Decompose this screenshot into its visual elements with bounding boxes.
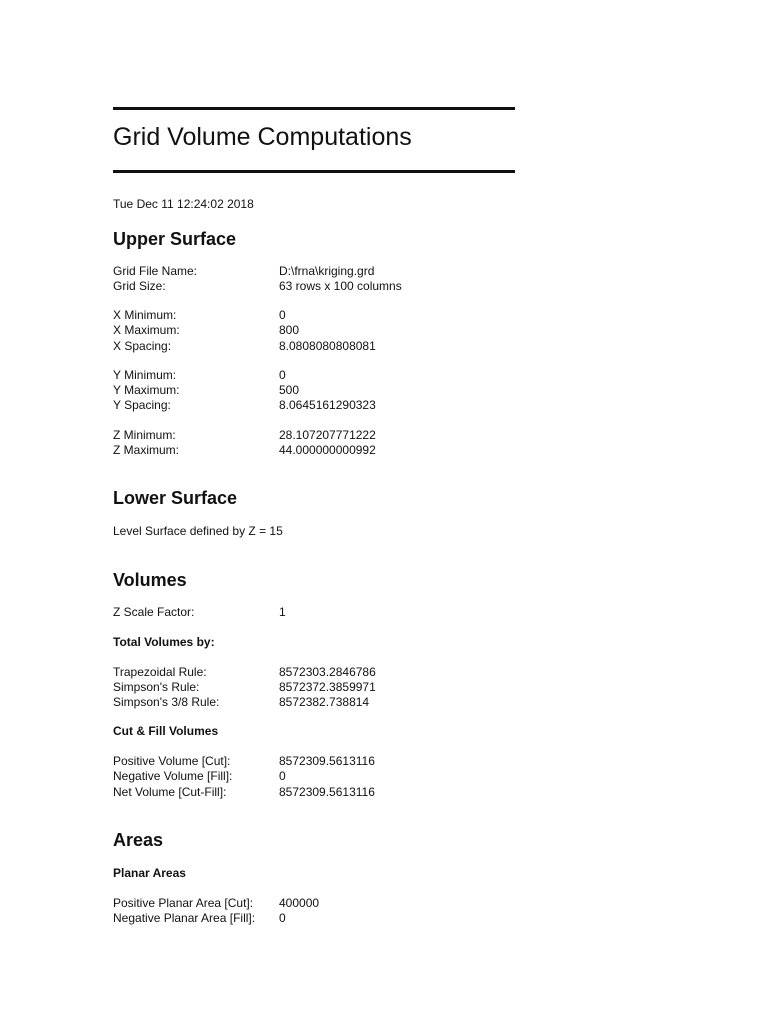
y-spacing-label: Y Spacing: (113, 398, 171, 412)
grid-size-label: Grid Size: (113, 279, 166, 293)
grid-file-name-row (113, 264, 733, 279)
x-minimum-label: X Minimum: (113, 308, 177, 322)
y-minimum-value: 0 (279, 368, 286, 382)
upper-surface-heading: Upper Surface (113, 229, 237, 249)
y-minimum-row (113, 368, 733, 383)
volumes-heading: Volumes (113, 570, 187, 590)
simpsons-38-rule-row (113, 695, 733, 710)
positive-volume-label: Positive Volume [Cut]: (113, 754, 231, 768)
net-volume-row (113, 785, 733, 800)
positive-planar-area-label: Positive Planar Area [Cut]: (113, 896, 254, 910)
net-volume-value: 8572309.5613116 (279, 785, 375, 799)
title-rule-bottom (113, 170, 515, 173)
negative-volume-label: Negative Volume [Fill]: (113, 769, 233, 783)
y-maximum-value: 500 (279, 383, 300, 397)
z-minimum-value: 28.107207771222 (279, 428, 376, 442)
y-maximum-label: Y Maximum: (113, 383, 180, 397)
z-maximum-label: Z Maximum: (113, 443, 179, 457)
negative-volume-row (113, 769, 733, 784)
page-title: Grid Volume Computations (113, 123, 412, 151)
z-scale-factor-row (113, 605, 733, 620)
grid-size-value: 63 rows x 100 columns (279, 279, 402, 293)
negative-planar-area-value: 0 (279, 911, 286, 925)
net-volume-label: Net Volume [Cut-Fill]: (113, 785, 227, 799)
x-minimum-value: 0 (279, 308, 286, 322)
z-minimum-row (113, 428, 733, 443)
lower-surface-heading: Lower Surface (113, 488, 238, 508)
x-maximum-value: 800 (279, 323, 300, 337)
x-spacing-label: X Spacing: (113, 339, 172, 353)
z-scale-factor-label: Z Scale Factor: (113, 605, 195, 619)
simpsons-rule-row (113, 680, 733, 695)
simpsons-38-rule-label: Simpson's 3/8 Rule: (113, 695, 220, 709)
x-maximum-label: X Maximum: (113, 323, 180, 337)
x-spacing-value: 8.0808080808081 (279, 339, 376, 353)
grid-file-name-value: D:\frna\kriging.grd (279, 264, 375, 278)
positive-volume-value: 8572309.5613116 (279, 754, 375, 768)
y-spacing-row (113, 398, 733, 413)
trapezoidal-rule-row (113, 665, 733, 680)
y-maximum-row (113, 383, 733, 398)
trapezoidal-rule-value: 8572303.2846786 (279, 665, 376, 679)
simpsons-rule-label: Simpson's Rule: (113, 680, 200, 694)
cut-fill-volumes-heading: Cut & Fill Volumes (113, 724, 219, 738)
negative-volume-value: 0 (279, 769, 286, 783)
y-minimum-label: Y Minimum: (113, 368, 177, 382)
z-minimum-label: Z Minimum: (113, 428, 176, 442)
simpsons-rule-value: 8572372.3859971 (279, 680, 376, 694)
planar-areas-heading: Planar Areas (113, 866, 186, 880)
positive-planar-area-row (113, 896, 733, 911)
negative-planar-area-label: Negative Planar Area [Fill]: (113, 911, 256, 925)
lower-surface-description: Level Surface defined by Z = 15 (113, 524, 283, 538)
grid-file-name-label: Grid File Name: (113, 264, 198, 278)
title-rule-top (113, 107, 515, 110)
x-spacing-row (113, 339, 733, 354)
x-maximum-row (113, 323, 733, 338)
x-minimum-row (113, 308, 733, 323)
z-maximum-value: 44.000000000992 (279, 443, 376, 457)
negative-planar-area-row (113, 911, 733, 926)
positive-planar-area-value: 400000 (279, 896, 320, 910)
report-timestamp: Tue Dec 11 12:24:02 2018 (113, 197, 254, 211)
z-maximum-row (113, 443, 733, 458)
positive-volume-row (113, 754, 733, 769)
areas-heading: Areas (113, 830, 164, 850)
y-spacing-value: 8.0645161290323 (279, 398, 376, 412)
trapezoidal-rule-label: Trapezoidal Rule: (113, 665, 207, 679)
simpsons-38-rule-value: 8572382.738814 (279, 695, 370, 709)
z-scale-factor-value: 1 (279, 605, 286, 619)
total-volumes-heading: Total Volumes by: (113, 635, 215, 649)
grid-size-row (113, 279, 733, 294)
